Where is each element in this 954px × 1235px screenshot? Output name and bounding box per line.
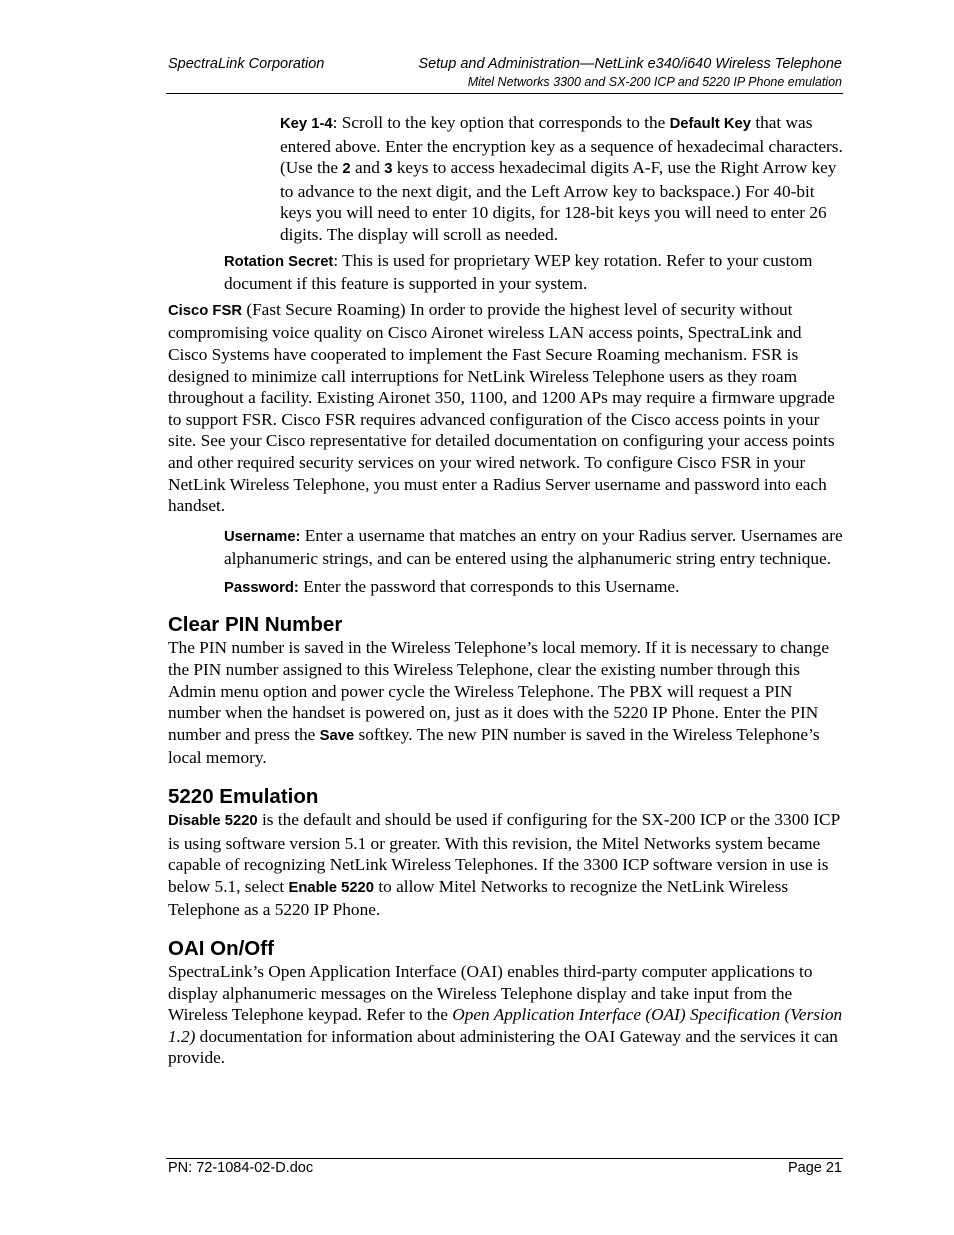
cisco-text: (Fast Secure Roaming) In order to provide the highest level of security without compromising voice quality on Cisco Aironet wireless LAN access points, SpectraLink and Cisco Systems have cooperated to implement the Fast Secure Roaming mechanism. FSR is designed to minimize call interruptions for NetLink Wireless Telephone users as they roam throughout a facility. Existing Aironet 350, 1100, and 1200 APs may require a firmware upgrade to support FSR. Cisco FSR requires advanced configuration of the Cisco access points in your site. See your Cisco representative for detailed documentation on configuring your access points and other required security services on your wired network. To configure Cisco FSR in your NetLink Wireless Telephone, you must enter a Radius Server username and password into each handset.	[168, 299, 835, 516]
footer-rule	[166, 1158, 843, 1159]
clear-pin-paragraph	[168, 637, 843, 769]
username-text: Enter a username that matches an entry on your Radius server. Usernames are alphanumeric strings, and can be entered using the alphanumeric string entry technique.	[224, 525, 843, 569]
key-3-term: 3	[384, 161, 393, 178]
oai-text-1: SpectraLink’s Open Application Interface (OAI) enables third-party computer applications to display alphanumeric messages on the Wireless Telephone display and take input from the Wireless Telephone keypad. Refer to the	[168, 962, 813, 1025]
clear-pin-text-1: The PIN number is saved in the Wireless Telephone’s local memory. If it is necessary to change the PIN number assigned to this Wireless Telephone, clear the existing number through this Admin menu option and power cycle the Wireless Telephone. The PBX will request a PIN number when the handset is powered on, just as it does with the 5220 IP Phone. Enter the PIN number and press the	[168, 638, 829, 744]
oai-paragraph	[168, 961, 843, 1069]
key14-label: Key 1-4	[280, 116, 333, 132]
header-rule	[166, 93, 843, 94]
password-text: Enter the password that corresponds to this Username.	[298, 576, 680, 596]
disable-5220-term: Disable 5220	[168, 813, 258, 830]
header-title: Setup and Administration—NetLink e340/i640 Wireless Telephone	[418, 56, 842, 72]
key-2-term: 2	[342, 161, 351, 178]
footer-page-number: Page 21	[787, 1160, 842, 1176]
key14-text-2: that was entered above. Enter the encryption key as a sequence of hexadecimal characters. (Use the	[280, 113, 843, 178]
enable-5220-term: Enable 5220	[288, 879, 375, 896]
oai-text-2: documentation for information about administering the OAI Gateway and the services it can provide.	[168, 1026, 838, 1068]
username-label: Username:	[224, 528, 301, 545]
cisco-label: Cisco FSR	[168, 302, 242, 319]
clear-pin-heading: Clear PIN Number	[168, 613, 343, 637]
key14-text-3: and	[350, 158, 385, 178]
key14-paragraph	[280, 112, 843, 246]
key14-text-4: keys to access hexadecimal digits A-F, use the Right Arrow key to advance to the next digit, and the Left Arrow key to backspace.) For 40-bit keys you will need to enter 10 digits, for 128-bit keys you will need to enter 26 digits. The display will scroll as needed.	[280, 158, 837, 244]
emulation-heading: 5220 Emulation	[168, 785, 319, 809]
default-key-term: Default Key	[669, 116, 751, 132]
rotation-paragraph	[224, 250, 843, 295]
header-company: SpectraLink Corporation	[168, 56, 325, 72]
clear-pin-text-2: softkey. The new PIN number is saved in the Wireless Telephone’s local memory.	[168, 724, 820, 768]
password-label: Password:	[224, 579, 299, 596]
emulation-paragraph	[168, 809, 843, 921]
username-paragraph	[224, 525, 843, 570]
password-paragraph	[224, 576, 843, 600]
page-content	[168, 112, 843, 1069]
footer-doc-number: PN: 72-1084-02-D.doc	[168, 1160, 314, 1176]
key14-text-1: : Scroll to the key option that corresponds to the	[332, 113, 670, 132]
cisco-paragraph	[168, 299, 843, 517]
oai-spec-title: Open Application Interface (OAI) Specification (Version 1.2)	[168, 1005, 843, 1046]
emulation-text-2: to allow Mitel Networks to recognize the NetLink Wireless Telephone as a 5220 IP Phone.	[168, 876, 789, 920]
rotation-text: : This is used for proprietary WEP key rotation. Refer to your custom document if this feature is supported in your system.	[224, 250, 813, 294]
rotation-label: Rotation Secret	[224, 253, 334, 270]
header-subtitle: Mitel Networks 3300 and SX-200 ICP and 5220 IP Phone emulation	[467, 75, 842, 89]
save-term: Save	[319, 727, 355, 744]
emulation-text-1: is the default and should be used if configuring for the SX-200 ICP or the 3300 ICP is using software version 5.1 or greater. With this revision, the Mitel Networks system became capable of recognizing NetLink Wireless Telephones. If the 3300 ICP software version in use is below 5.1, select	[168, 810, 840, 896]
oai-heading: OAI On/Off	[168, 937, 274, 960]
